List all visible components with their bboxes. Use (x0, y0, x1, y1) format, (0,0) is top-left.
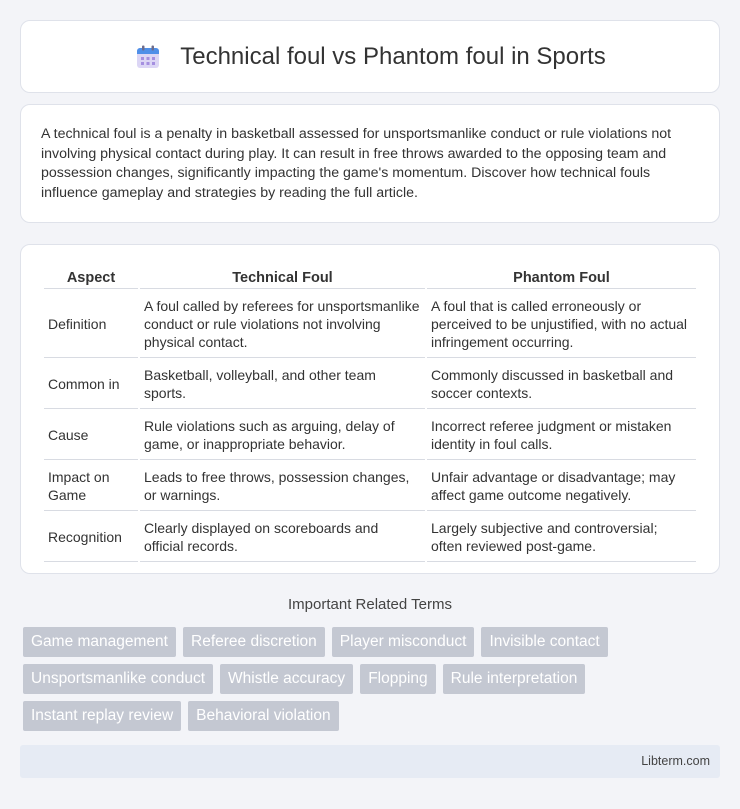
related-terms-title: Important Related Terms (288, 596, 452, 613)
related-terms-list (23, 627, 723, 731)
table-row (44, 411, 696, 460)
row-phantom: Largely subjective and controversial; often reviewed post-game. (427, 513, 696, 562)
header-phantom-foul: Phantom Foul (427, 267, 696, 289)
row-aspect: Common in (44, 360, 138, 409)
related-term-tag[interactable]: Whistle accuracy (220, 664, 353, 694)
row-technical: Clearly displayed on scoreboards and official records. (140, 513, 425, 562)
row-phantom: Incorrect referee judgment or mistaken identity in foul calls. (427, 411, 696, 460)
header-technical-foul: Technical Foul (140, 267, 425, 289)
row-aspect: Impact on Game (44, 462, 138, 511)
row-technical: Leads to free throws, possession changes, or warnings. (140, 462, 425, 511)
related-term-tag[interactable]: Game management (23, 627, 176, 657)
table-row (44, 513, 696, 562)
table-row (44, 462, 696, 511)
title-card (20, 20, 720, 93)
related-term-tag[interactable]: Unsportsmanlike conduct (23, 664, 213, 694)
intro-paragraph: A technical foul is a penalty in basketball assessed for unsportsmanlike conduct or rule violations not involving physical contact during play. It can result in free throws awarded to the opposing team and possession changes, significantly impacting the game's momentum. Discover how technical fouls influence gameplay and strategies by reading the full article. (41, 126, 672, 201)
row-technical: Rule violations such as arguing, delay of game, or inappropriate behavior. (140, 411, 425, 460)
calendar-icon (134, 43, 162, 71)
header-aspect: Aspect (44, 267, 138, 289)
intro-card (20, 104, 720, 223)
row-phantom: Commonly discussed in basketball and soccer contexts. (427, 360, 696, 409)
related-term-tag[interactable]: Player misconduct (332, 627, 475, 657)
row-aspect: Recognition (44, 513, 138, 562)
title-wrap (134, 43, 606, 71)
related-term-tag[interactable]: Referee discretion (183, 627, 325, 657)
footer-source[interactable]: Libterm.com (20, 745, 720, 778)
row-technical: Basketball, volleyball, and other team sports. (140, 360, 425, 409)
related-term-tag[interactable]: Flopping (360, 664, 435, 694)
row-aspect: Cause (44, 411, 138, 460)
comparison-card (20, 244, 720, 574)
row-aspect: Definition (44, 291, 138, 358)
table-row (44, 360, 696, 409)
row-phantom: Unfair advantage or disadvantage; may affect game outcome negatively. (427, 462, 696, 511)
page-title: Technical foul vs Phantom foul in Sports (180, 42, 606, 70)
related-term-tag[interactable]: Invisible contact (481, 627, 607, 657)
comparison-table (42, 265, 698, 564)
row-phantom: A foul that is called erroneously or perceived to be unjustified, with no actual infringement occurring. (427, 291, 696, 358)
related-term-tag[interactable]: Instant replay review (23, 701, 181, 731)
table-header-row (44, 267, 696, 289)
related-term-tag[interactable]: Behavioral violation (188, 701, 338, 731)
table-row (44, 291, 696, 358)
related-term-tag[interactable]: Rule interpretation (443, 664, 586, 694)
row-technical: A foul called by referees for unsportsmanlike conduct or rule violations not involving physical contact. (140, 291, 425, 358)
